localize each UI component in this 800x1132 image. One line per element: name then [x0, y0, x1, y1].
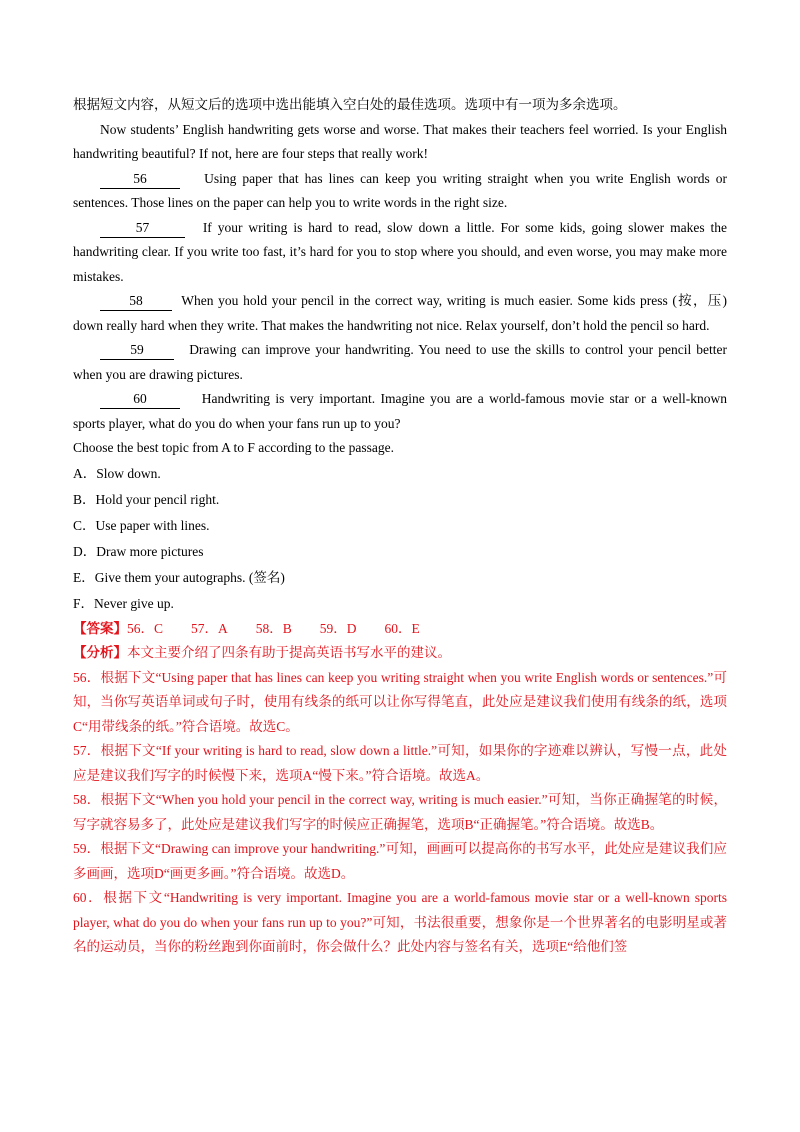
paragraph-text: Drawing can improve your handwriting. You need to use the skills to control your pencil better when you are drawing pictures.: [73, 342, 727, 382]
explanation-57: 57．根据下文“If your writing is hard to read, slow down a little.”可知，如果你的字迹难以辨认，写慢一点，此处应是建议我们写字的时候慢下来，选项A“慢下来。”符合语境。故选A。: [73, 743, 727, 783]
explanation-60: 60．根据下文“Handwriting is very important. Imagine you are a world-famous movie star or a well-known sports player, what do you do when your fans run up to you?”可知，书法很重要，想象你是一个世界著名的电影明星或著名的运动员，当你的粉丝跑到你面前时，你会做什么？此处内容与签名有关，选项E“给他们签: [73, 890, 727, 954]
answer-item: 60．E: [384, 620, 420, 636]
option-d: D．Draw more pictures: [73, 543, 204, 559]
analysis-label: 【分析】: [73, 645, 127, 660]
passage-paragraph-59: [73, 338, 727, 387]
document-content: [73, 93, 727, 960]
paragraph-text: If your writing is hard to read, slow down a little. For some kids, going slower makes the handwriting clear. If you write too fast, it’s hard for you to stop where you should, and even worse, you may make more mistakes.: [73, 219, 727, 284]
paragraph-text: When you hold your pencil in the correct way, writing is much easier. Some kids press (按，压) down really hard when they write. That makes the handwriting not nice. Relax yourself, don’t hold the pencil so hard.: [73, 293, 727, 333]
analysis-text: 本文主要介绍了四条有助于提高英语书写水平的建议。: [127, 645, 451, 660]
answer-item: 57．A: [191, 620, 228, 636]
paragraph-text: Handwriting is very important. Imagine you are a world-famous movie star or a well-known sports player, what do you do when your fans run up to you?: [73, 391, 728, 431]
explanation-58: 58．根据下文“When you hold your pencil in the correct way, writing is much easier.”可知，当你正确握笔的时候，写字就容易多了，此处应是建议我们写字的时候应正确握笔，选项B“正确握笔。”符合语境。故选B。: [73, 792, 727, 832]
passage-paragraph-57: [73, 216, 727, 290]
blank-56: 56: [100, 170, 180, 189]
answer-item: 59．D: [319, 620, 357, 636]
answer-item: 58．B: [255, 620, 292, 636]
passage-paragraph-60: [73, 387, 727, 436]
answer-item: 56．C: [127, 620, 164, 636]
answer-label: 【答案】: [73, 620, 127, 636]
instruction-text: 根据短文内容，从短文后的选项中选出能填入空白处的最佳选项。选项中有一项为多余选项。: [73, 97, 627, 112]
analysis-line: [73, 641, 727, 666]
answer-line: [73, 617, 727, 642]
question-text: Choose the best topic from A to F according to the passage.: [73, 440, 394, 455]
option-e: E．Give them your autographs. (签名): [73, 569, 285, 585]
option-a: A．Slow down.: [73, 465, 161, 481]
paragraph-text: Using paper that has lines can keep you writing straight when you write English words or sentences. Those lines on the paper can help you to write words in the right size.: [73, 170, 728, 210]
blank-58: 58: [100, 292, 172, 311]
explanation-56: 56．根据下文“Using paper that has lines can keep you writing straight when you write English words or sentences.”可知，当你写英语单词或句子时，使用有线条的纸可以让你写得笔直，此处应是建议我们使用有线条的纸，选项C“用带线条的纸。”符合语境。故选C。: [73, 669, 727, 734]
passage-paragraph-56: [73, 167, 727, 216]
blank-57: 57: [100, 219, 185, 238]
explanation-59: 59．根据下文“Drawing can improve your handwriting.”可知，画画可以提高你的书写水平，此处应是建议我们应多画画，选项D“画更多画。”符合语境。故选D。: [73, 841, 727, 881]
passage-paragraph-58: [73, 289, 727, 338]
blank-59: 59: [100, 341, 174, 360]
passage-intro: Now students’ English handwriting gets worse and worse. That makes their teachers feel worried. Is your English handwriting beautiful? If not, here are four steps that really work!: [73, 121, 727, 161]
option-b: B．Hold your pencil right.: [73, 491, 220, 507]
blank-60: 60: [100, 390, 180, 409]
option-f: F．Never give up.: [73, 595, 174, 611]
option-c: C．Use paper with lines.: [73, 517, 210, 533]
